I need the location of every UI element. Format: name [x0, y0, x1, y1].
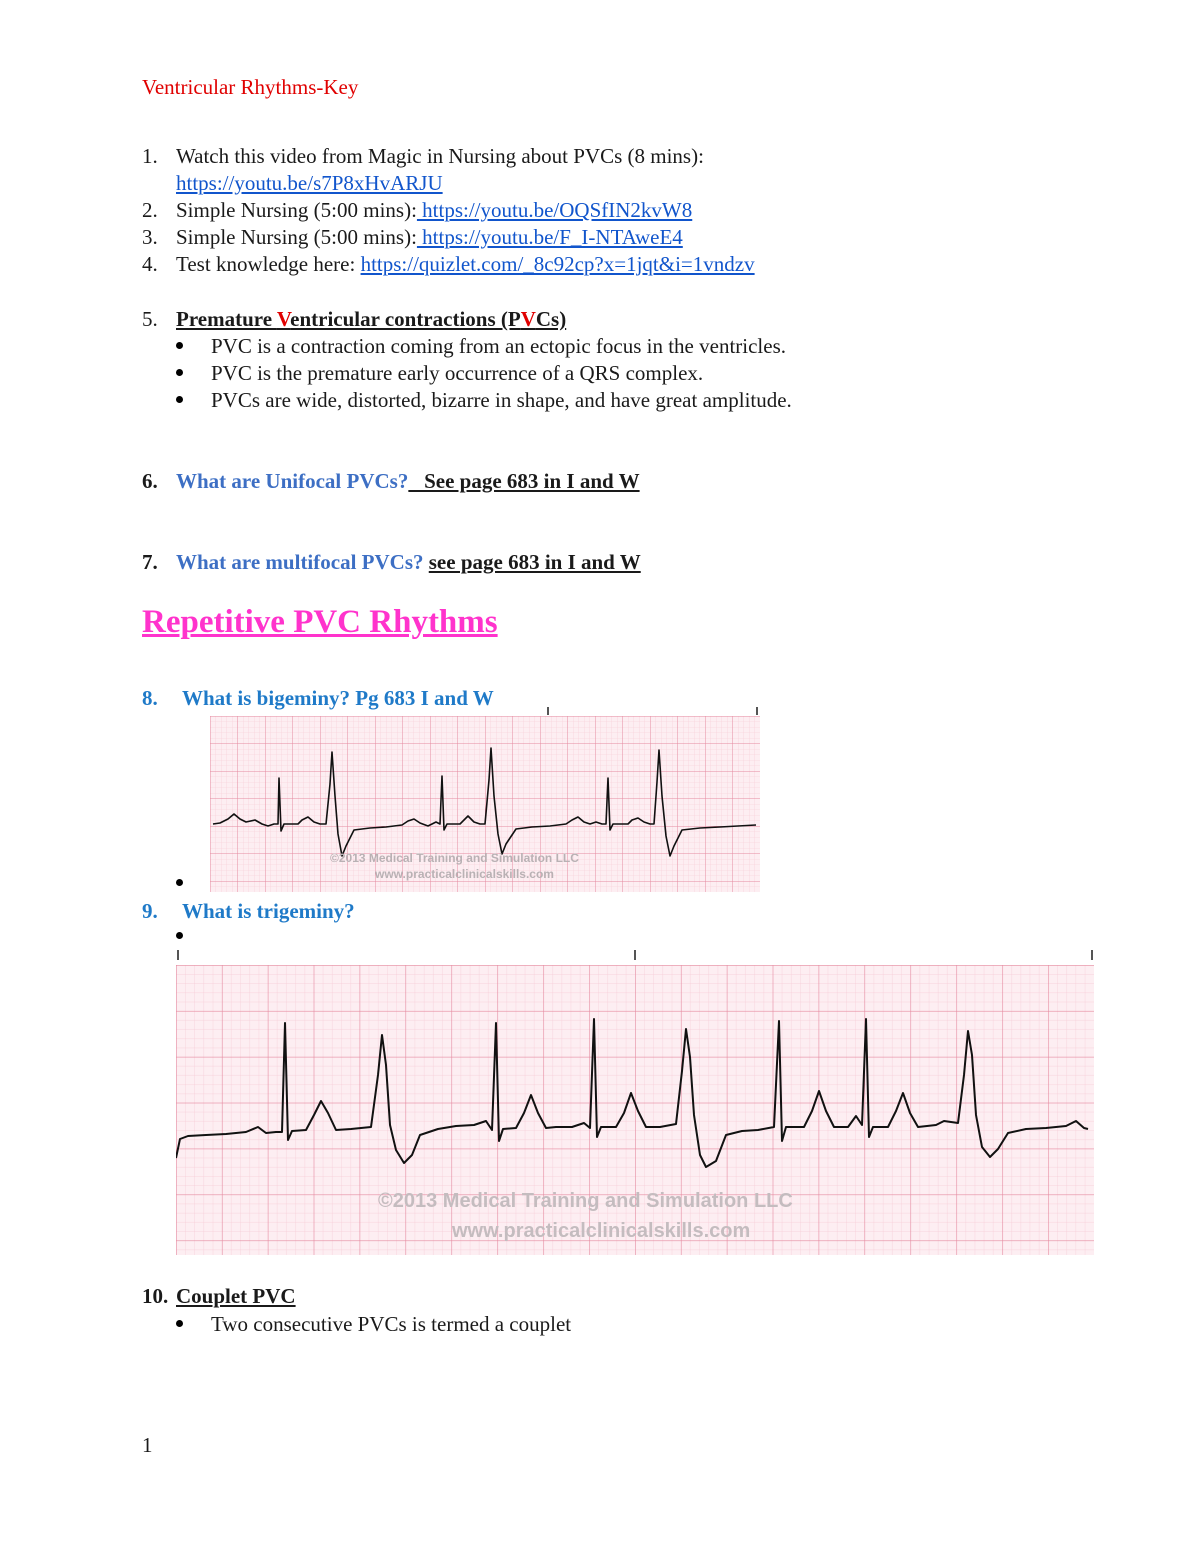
- list-number: 2.: [142, 198, 158, 222]
- bullet-icon: [176, 879, 183, 886]
- resource-text: Simple Nursing (5:00 mins):: [176, 198, 417, 222]
- document-title: Ventricular Rhythms-Key: [142, 75, 359, 99]
- question-6: [176, 469, 640, 494]
- heading-letter-v: V: [276, 307, 291, 331]
- list-number: 7.: [142, 550, 158, 574]
- list-number: 9.: [142, 899, 158, 923]
- resource-link[interactable]: https://youtu.be/s7P8xHvARJU: [176, 171, 443, 195]
- page-number: 1: [142, 1433, 153, 1457]
- couplet-heading: Couplet PVC: [176, 1284, 296, 1308]
- resource-item: [176, 252, 755, 277]
- heading-part: Premature: [176, 307, 277, 331]
- tick-mark: [756, 707, 758, 715]
- section-title: Repetitive PVC Rhythms: [142, 604, 498, 640]
- watermark-text: ©2013 Medical Training and Simulation LLC: [378, 1190, 793, 1212]
- watermark-text: ©2013 Medical Training and Simulation LLC: [330, 851, 579, 865]
- trigeminy-ecg-strip: [176, 965, 1094, 1255]
- ecg-grid: [210, 716, 760, 892]
- couplet-bullet: Two consecutive PVCs is termed a couplet: [211, 1312, 572, 1336]
- watermark-text: www.practicalclinicalskills.com: [452, 1220, 751, 1242]
- list-number: 6.: [142, 469, 158, 493]
- pvc-heading: [176, 307, 566, 332]
- bullet-icon: [176, 342, 183, 349]
- resource-link[interactable]: https://quizlet.com/_8c92cp?x=1jqt&i=1vndzv: [360, 252, 755, 276]
- heading-part: Cs): [535, 307, 567, 331]
- list-number: 1.: [142, 144, 158, 168]
- bullet-icon: [176, 396, 183, 403]
- resource-text: Watch this video from Magic in Nursing about PVCs (8 mins):: [176, 144, 704, 168]
- resource-text: Simple Nursing (5:00 mins):: [176, 225, 417, 249]
- answer-text: see page 683 in I and W: [428, 550, 641, 574]
- bullet-icon: [176, 1320, 183, 1327]
- pvc-bullet: PVCs are wide, distorted, bizarre in shape, and have great amplitude.: [211, 388, 792, 412]
- list-number: 3.: [142, 225, 158, 249]
- tick-mark: [634, 950, 636, 960]
- answer-text: See page 683 in I and W: [408, 469, 640, 493]
- resource-item: [176, 198, 692, 223]
- list-number: 5.: [142, 307, 158, 331]
- list-number: 4.: [142, 252, 158, 276]
- resource-item: [176, 225, 683, 250]
- question-7: [176, 550, 641, 575]
- resource-text: Test knowledge here:: [176, 252, 361, 276]
- question-9: What is trigeminy?: [182, 899, 355, 923]
- tick-mark: [1091, 950, 1093, 960]
- resource-link[interactable]: https://youtu.be/F_I-NTAweE4: [416, 225, 683, 249]
- bigeminy-ecg-strip: [210, 716, 760, 892]
- bullet-icon: [176, 369, 183, 376]
- tick-mark: [547, 707, 549, 715]
- question-text: What are multifocal PVCs?: [176, 550, 424, 574]
- resource-link[interactable]: https://youtu.be/OQSfIN2kvW8: [416, 198, 693, 222]
- pvc-bullet: PVC is the premature early occurrence of a QRS complex.: [211, 361, 704, 385]
- tick-mark: [177, 950, 179, 960]
- bullet-icon: [176, 932, 183, 939]
- pvc-bullet: PVC is a contraction coming from an ectopic focus in the ventricles.: [211, 334, 787, 358]
- list-number: 10.: [142, 1284, 169, 1308]
- heading-part: entricular contractions (P: [290, 307, 521, 331]
- list-number: 8.: [142, 686, 158, 710]
- watermark-text: www.practicalclinicalskills.com: [375, 867, 554, 881]
- question-8: What is bigeminy? Pg 683 I and W: [182, 686, 494, 710]
- heading-letter-v: V: [520, 307, 536, 331]
- question-text: What are Unifocal PVCs?: [176, 469, 409, 493]
